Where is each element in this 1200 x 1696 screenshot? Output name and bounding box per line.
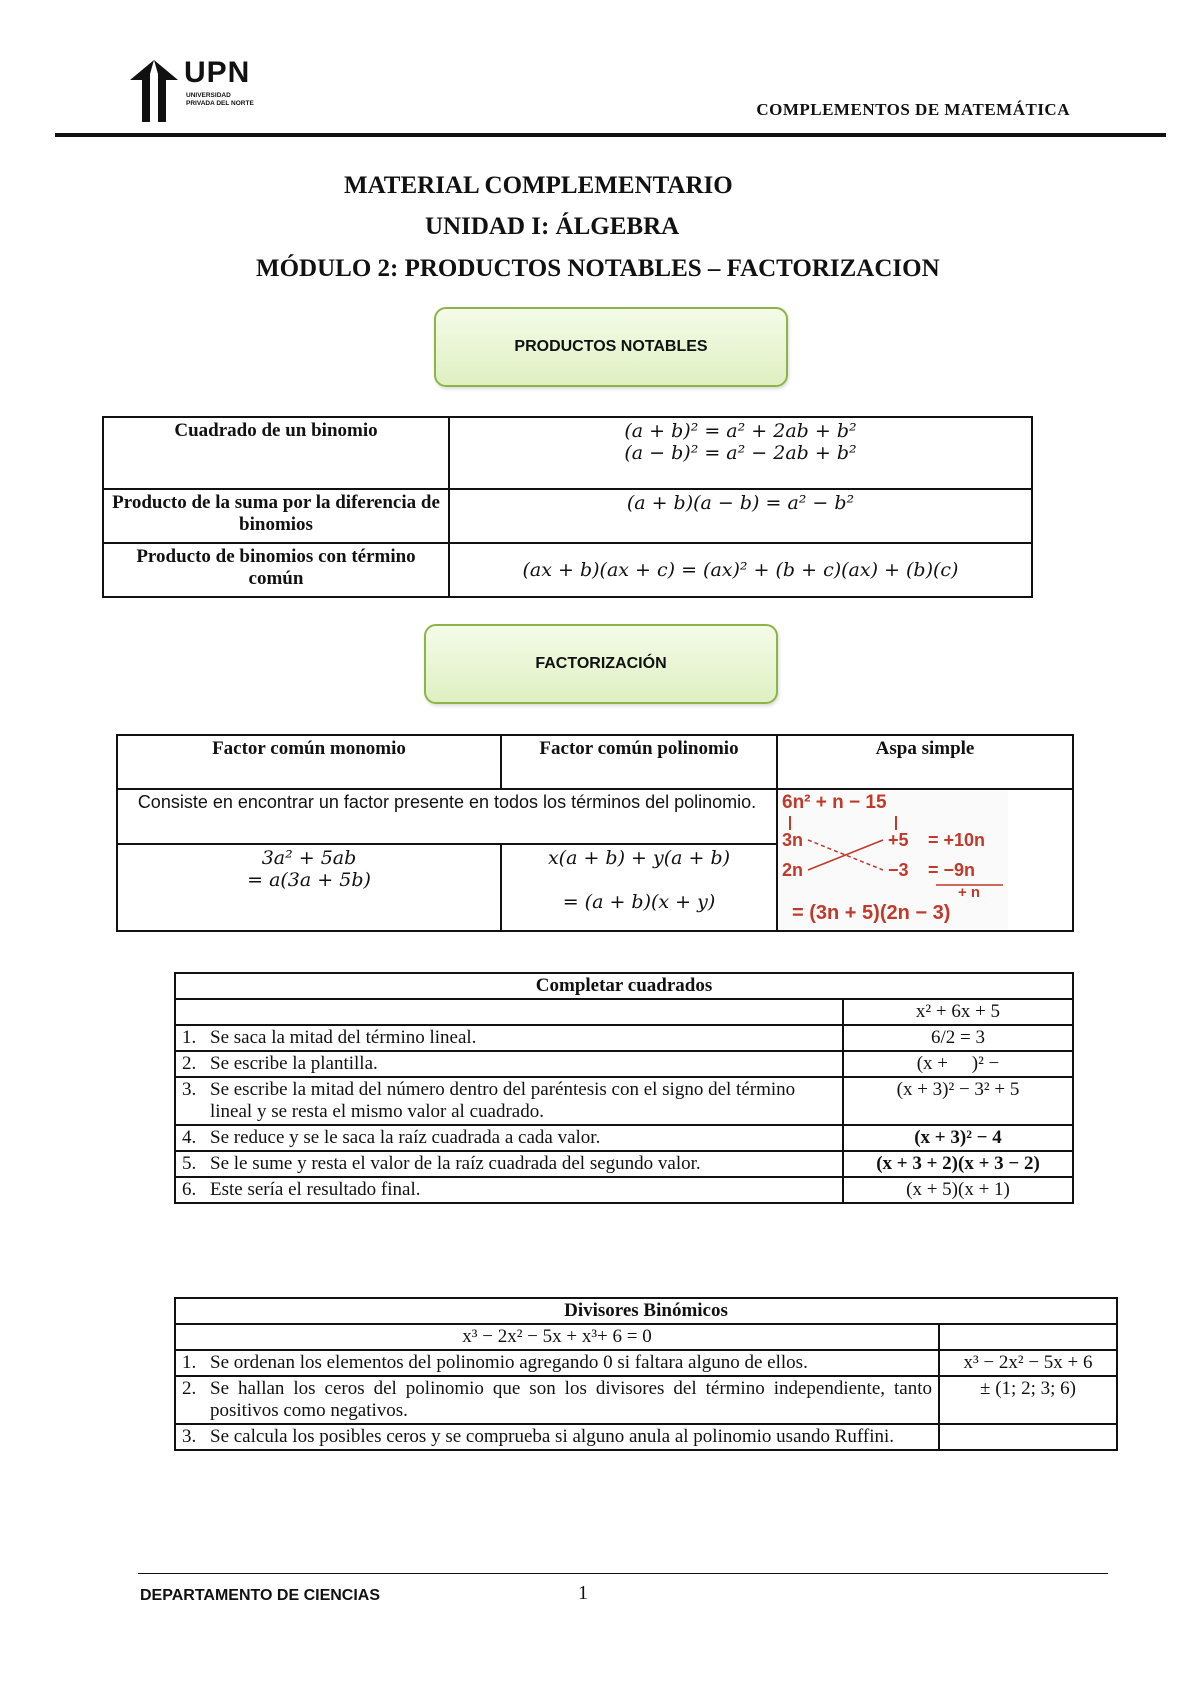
step-text: Se saca la mitad del término lineal.	[210, 1027, 477, 1048]
table-row	[175, 1350, 1117, 1376]
step-cell	[175, 1077, 843, 1125]
column-header: Factor común monomio	[117, 735, 501, 789]
aspa-result: = (3n + 5)(2n − 3)	[792, 902, 951, 924]
upn-logo	[128, 56, 254, 126]
aspa-left-bottom: 2n	[782, 860, 804, 880]
table-row	[175, 999, 1073, 1025]
step-number: 1.	[182, 1027, 197, 1048]
step-number: 3.	[182, 1079, 197, 1100]
expression-cell: x² + 6x + 5	[843, 999, 1073, 1025]
table-row	[175, 1177, 1073, 1203]
expression-cell: x³ − 2x² − 5x + x³+ 6 = 0	[175, 1324, 939, 1350]
productos-notables-badge: PRODUCTOS NOTABLES	[434, 307, 788, 387]
table-row	[175, 1424, 1117, 1450]
step-number: 6.	[182, 1179, 197, 1200]
header-divider	[55, 133, 1166, 137]
row-formulas	[449, 543, 1032, 597]
formula: 3a² + 5ab	[261, 846, 357, 869]
table-row	[103, 489, 1032, 543]
table-row	[103, 543, 1032, 597]
row-label: Producto de la suma por la diferencia de binomios	[103, 489, 449, 543]
step-number: 3.	[182, 1426, 197, 1447]
step-cell	[175, 1424, 939, 1450]
step-text: Se ordenan los elementos del polinomio agregando 0 si faltara alguno de ellos.	[210, 1352, 808, 1373]
table-row	[103, 417, 1032, 489]
step-number: 1.	[182, 1352, 197, 1373]
aspa-cell	[777, 789, 1073, 931]
module-title: MÓDULO 2: PRODUCTOS NOTABLES – FACTORIZACION	[256, 255, 940, 282]
formula: (a + b)(a − b) = a² − b²	[626, 492, 855, 514]
divisores-binomicos-table	[174, 1297, 1118, 1451]
column-header: Factor común polinomio	[501, 735, 777, 789]
aspa-right-top: +5	[888, 830, 909, 850]
step-number: 4.	[182, 1127, 197, 1148]
step-result: ± (1; 2; 3; 6)	[939, 1376, 1117, 1424]
table-row	[175, 1376, 1117, 1424]
unit-title: UNIDAD I: ÁLGEBRA	[425, 213, 680, 240]
step-text: Se le sume y resta el valor de la raíz cuadrada del segundo valor.	[210, 1153, 701, 1174]
step-text: Se reduce y se le saca la raíz cuadrada a cada valor.	[210, 1127, 601, 1148]
step-number: 2.	[182, 1053, 197, 1074]
step-text: Se escribe la mitad del número dentro del paréntesis con el signo del término lineal y se resta el mismo valor al cuadrado.	[210, 1079, 796, 1122]
step-result: (x + 3)² − 3² + 5	[843, 1077, 1073, 1125]
table-title: Divisores Binómicos	[175, 1298, 1117, 1324]
monomio-example	[117, 844, 501, 931]
step-text: Se hallan los ceros del polinomio que son los divisores del término independiente, tanto positivos como negativos.	[210, 1378, 932, 1421]
table-row	[175, 1077, 1073, 1125]
aspa-expr: 6n² + n − 15	[782, 792, 887, 813]
step-result: (x + 3 + 2)(x + 3 − 2)	[843, 1151, 1073, 1177]
empty-cell	[939, 1324, 1117, 1350]
step-cell	[175, 1125, 843, 1151]
description-cell: Consiste en encontrar un factor presente en todos los términos del polinomio.	[117, 789, 777, 844]
step-cell	[175, 1151, 843, 1177]
page-number: 1	[578, 1582, 588, 1604]
footer-department: DEPARTAMENTO DE CIENCIAS	[140, 1587, 381, 1604]
aspa-prod-top: = +10n	[928, 830, 986, 850]
step-cell	[175, 1350, 939, 1376]
step-cell	[175, 1025, 843, 1051]
page-title: MATERIAL COMPLEMENTARIO	[344, 172, 733, 199]
productos-notables-table	[102, 416, 1033, 598]
row-label: Cuadrado de un binomio	[103, 417, 449, 489]
step-result: x³ − 2x² − 5x + 6	[939, 1350, 1117, 1376]
table-row	[175, 1025, 1073, 1051]
table-row	[175, 1324, 1117, 1350]
logo-text: UPN	[184, 56, 251, 89]
course-title: COMPLEMENTOS DE MATEMÁTICA	[756, 100, 1070, 119]
factorizacion-table	[116, 734, 1074, 932]
formula: (ax + b)(ax + c) = (ax)² + (b + c)(ax) + (b)(c)	[522, 559, 959, 581]
formula: = (a + b)(x + y)	[562, 890, 716, 913]
formula: = a(3a + 5b)	[247, 868, 371, 891]
table-row	[175, 1151, 1073, 1177]
row-label: Producto de binomios con término común	[103, 543, 449, 597]
table-title-row	[175, 1298, 1117, 1324]
column-header: Aspa simple	[777, 735, 1073, 789]
step-result: (x + 5)(x + 1)	[843, 1177, 1073, 1203]
step-text: Se escribe la plantilla.	[210, 1053, 378, 1074]
logo-subtext: UNIVERSIDAD PRIVADA DEL NORTE	[186, 92, 254, 107]
table-header-row	[117, 735, 1073, 789]
factorizacion-badge: FACTORIZACIÓN	[424, 624, 778, 704]
step-cell	[175, 1376, 939, 1424]
table-title-row	[175, 973, 1073, 999]
aspa-sum: + n	[958, 884, 981, 901]
formula: (a + b)² = a² + 2ab + b²	[624, 420, 857, 442]
table-title: Completar cuadrados	[175, 973, 1073, 999]
aspa-right-bottom: −3	[888, 860, 909, 880]
table-row	[175, 1051, 1073, 1077]
step-number: 2.	[182, 1378, 197, 1399]
step-cell	[175, 1177, 843, 1203]
aspa-left-top: 3n	[782, 830, 804, 850]
empty-cell	[175, 999, 843, 1025]
footer-divider	[138, 1573, 1108, 1574]
completar-cuadrados-table	[174, 972, 1074, 1204]
row-formulas	[449, 417, 1032, 489]
upn-logo-icon	[128, 60, 180, 124]
table-row	[175, 1125, 1073, 1151]
step-cell	[175, 1051, 843, 1077]
step-text: Se calcula los posibles ceros y se comprueba si alguno anula al polinomio usando Ruffini.	[210, 1426, 895, 1447]
polinomio-example	[501, 844, 777, 931]
step-result	[939, 1424, 1117, 1450]
step-result: 6/2 = 3	[843, 1025, 1073, 1051]
aspa-cross-lines	[778, 790, 1008, 930]
step-text: Este sería el resultado final.	[210, 1179, 421, 1200]
formula: x(a + b) + y(a + b)	[547, 846, 731, 869]
table-row	[117, 789, 1073, 844]
step-result: (x + )² −	[843, 1051, 1073, 1077]
step-number: 5.	[182, 1153, 197, 1174]
aspa-prod-bottom: = −9n	[928, 860, 976, 880]
formula: (a − b)² = a² − 2ab + b²	[624, 442, 857, 464]
step-result: (x + 3)² − 4	[843, 1125, 1073, 1151]
aspa-simple-diagram	[778, 790, 1008, 930]
row-formulas	[449, 489, 1032, 543]
